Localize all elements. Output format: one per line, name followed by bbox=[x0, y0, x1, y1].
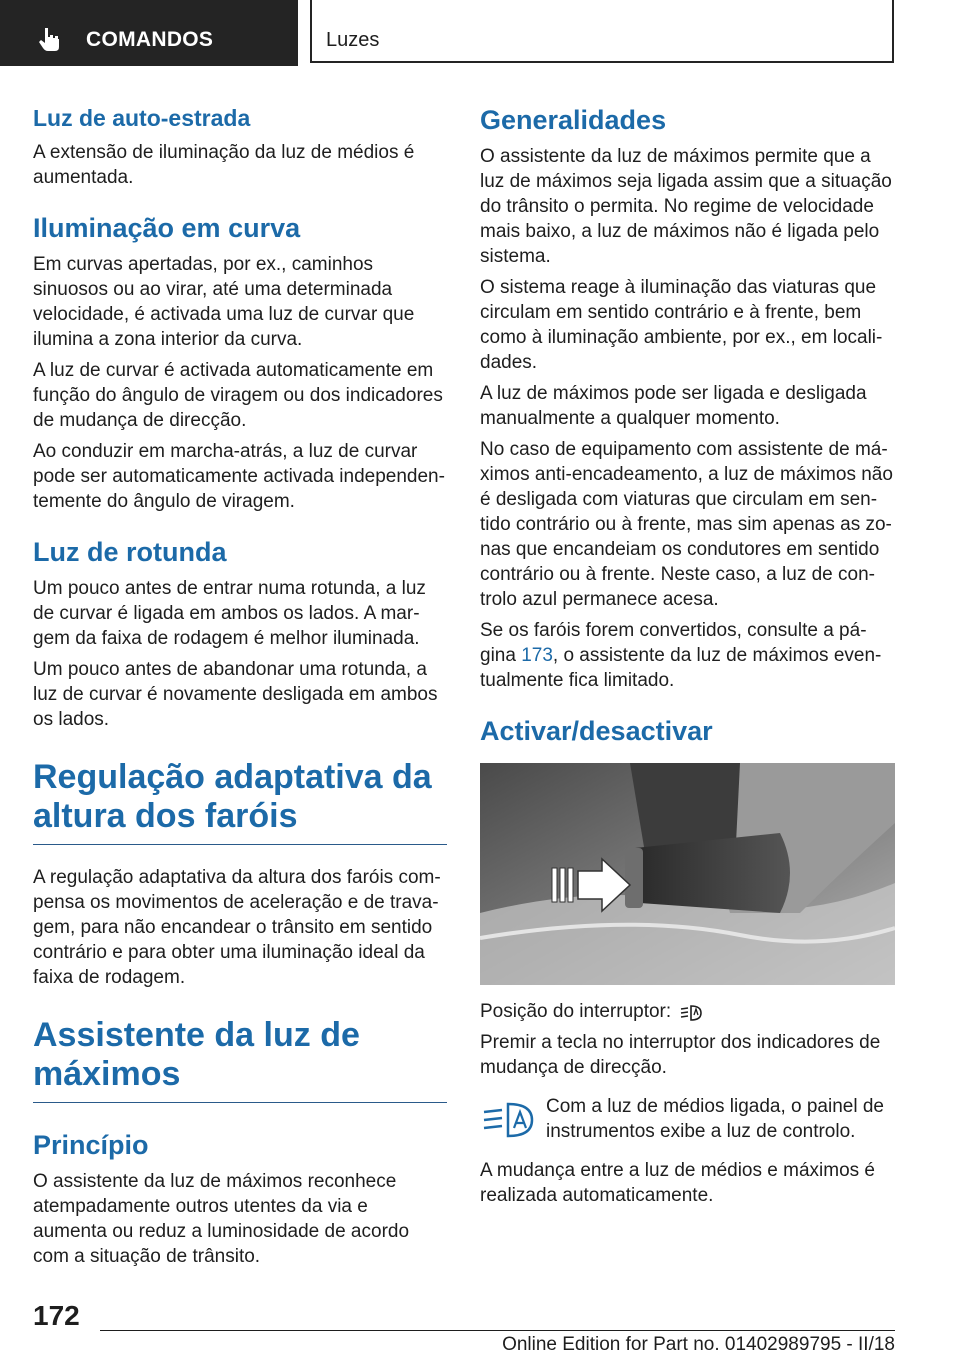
chapter-tab bbox=[310, 0, 894, 63]
chapter-title: Luzes bbox=[326, 29, 380, 51]
paragraph: No caso de equipamento com assistente de máximos anti-encadeamento, a luz de máximos não é desligada com viaturas que circulam em sentido contrário ou à frente, mas sim apenas as zonas que encandeiam os condutores em sentido contrário ou à frente. Neste caso, a luz de controlo azul permanece acesa. bbox=[480, 439, 893, 610]
heading-principio: Princípio bbox=[33, 1130, 149, 1160]
high-beam-assistant-indicator-icon bbox=[480, 1094, 536, 1142]
paragraph: O assistente da luz de máximos reconhece atempadamente outros utentes da via e aumenta ou reduz a luminosidade de acordo com a situação de trânsito. bbox=[33, 1171, 410, 1267]
right-column bbox=[480, 100, 896, 1208]
text: Se os faróis forem convertidos, consulte a página bbox=[480, 620, 867, 666]
paragraph: A luz de curvar é activada automaticamente em função do ângulo de viragem ou dos indicadores de mudança de direcção. bbox=[33, 360, 443, 431]
paragraph: Ao conduzir em marcha-atrás, a luz de curvar pode ser automaticamente activada independentemente do ângulo de viragem. bbox=[33, 441, 445, 512]
high-beam-assistant-icon bbox=[679, 1001, 703, 1023]
paragraph: Um pouco antes de abandonar uma rotunda, a luz de curvar é novamente desligada em ambos os lados. bbox=[33, 659, 438, 730]
heading-luz-auto-estrada: Luz de auto-estrada bbox=[33, 105, 251, 131]
heading-generalidades: Generalidades bbox=[480, 105, 667, 135]
section-title: COMANDOS bbox=[86, 28, 214, 51]
paragraph: A mudança entre a luz de médios e máximos é realizada automaticamente. bbox=[480, 1160, 875, 1206]
heading-regulacao-adaptativa: Regulação adaptativa da altura dos faróis bbox=[33, 758, 447, 845]
paragraph: Um pouco antes de entrar numa rotunda, a luz de curvar é ligada em ambos os lados. A margem da faixa de rodagem é melhor iluminada. bbox=[33, 578, 426, 649]
heading-activar-desactivar: Activar/desactivar bbox=[480, 716, 713, 746]
paragraph: O sistema reage à iluminação das viaturas que circulam em sentido contrário e à frente, bem como à iluminação ambiente, por ex., em localidades. bbox=[480, 277, 883, 373]
note-text: Com a luz de médios ligada, o painel de instrumentos exibe a luz de controlo. bbox=[546, 1096, 884, 1142]
paragraph: A luz de máximos pode ser ligada e desligada manualmente a qualquer momento. bbox=[480, 383, 867, 429]
paragraph: A regulação adaptativa da altura dos faróis compensa os movimentos de aceleração e de travagem, para não encandear o trânsito em sentido contrário e para obter uma iluminação ideal da faixa de rodagem. bbox=[33, 867, 441, 988]
paragraph bbox=[480, 999, 896, 1024]
heading-assistente-luz-maximos: Assistente da luz de máximos bbox=[33, 1016, 447, 1103]
paragraph: Premir a tecla no interruptor dos indicadores de mudança de direcção. bbox=[480, 1032, 881, 1078]
footer-divider bbox=[100, 1330, 895, 1331]
page-header bbox=[0, 0, 960, 66]
pointing-hand-icon bbox=[38, 26, 64, 52]
heading-luz-rotunda: Luz de rotunda bbox=[33, 537, 227, 567]
paragraph: Em curvas apertadas, por ex., caminhos sinuosos ou ao virar, até uma determinada velocidade, é activada uma luz de curvar que ilumina a zona interior da curva. bbox=[33, 254, 415, 350]
text: , o assistente da luz de máximos eventualmente fica limitado. bbox=[480, 645, 882, 691]
text: Posição do interruptor: bbox=[480, 1001, 672, 1022]
page-link[interactable]: 173 bbox=[521, 645, 553, 666]
left-column bbox=[33, 100, 447, 1269]
paragraph: O assistente da luz de máximos permite que a luz de máximos seja ligada assim que a situação do trânsito o permita. No regime de velocidade mais baixo, a luz de máximos não é ligada pelo sistema. bbox=[480, 146, 892, 267]
paragraph bbox=[480, 618, 896, 693]
indicator-note bbox=[480, 1094, 896, 1144]
section-tab bbox=[0, 0, 298, 66]
edition-note: Online Edition for Part no. 01402989795 - II/18 bbox=[502, 1334, 895, 1355]
turn-signal-stalk-photo bbox=[480, 763, 895, 985]
paragraph: A extensão de iluminação da luz de médios é aumentada. bbox=[33, 142, 415, 188]
page-number: 172 bbox=[33, 1300, 80, 1331]
heading-iluminacao-curva: Iluminação em curva bbox=[33, 213, 301, 243]
